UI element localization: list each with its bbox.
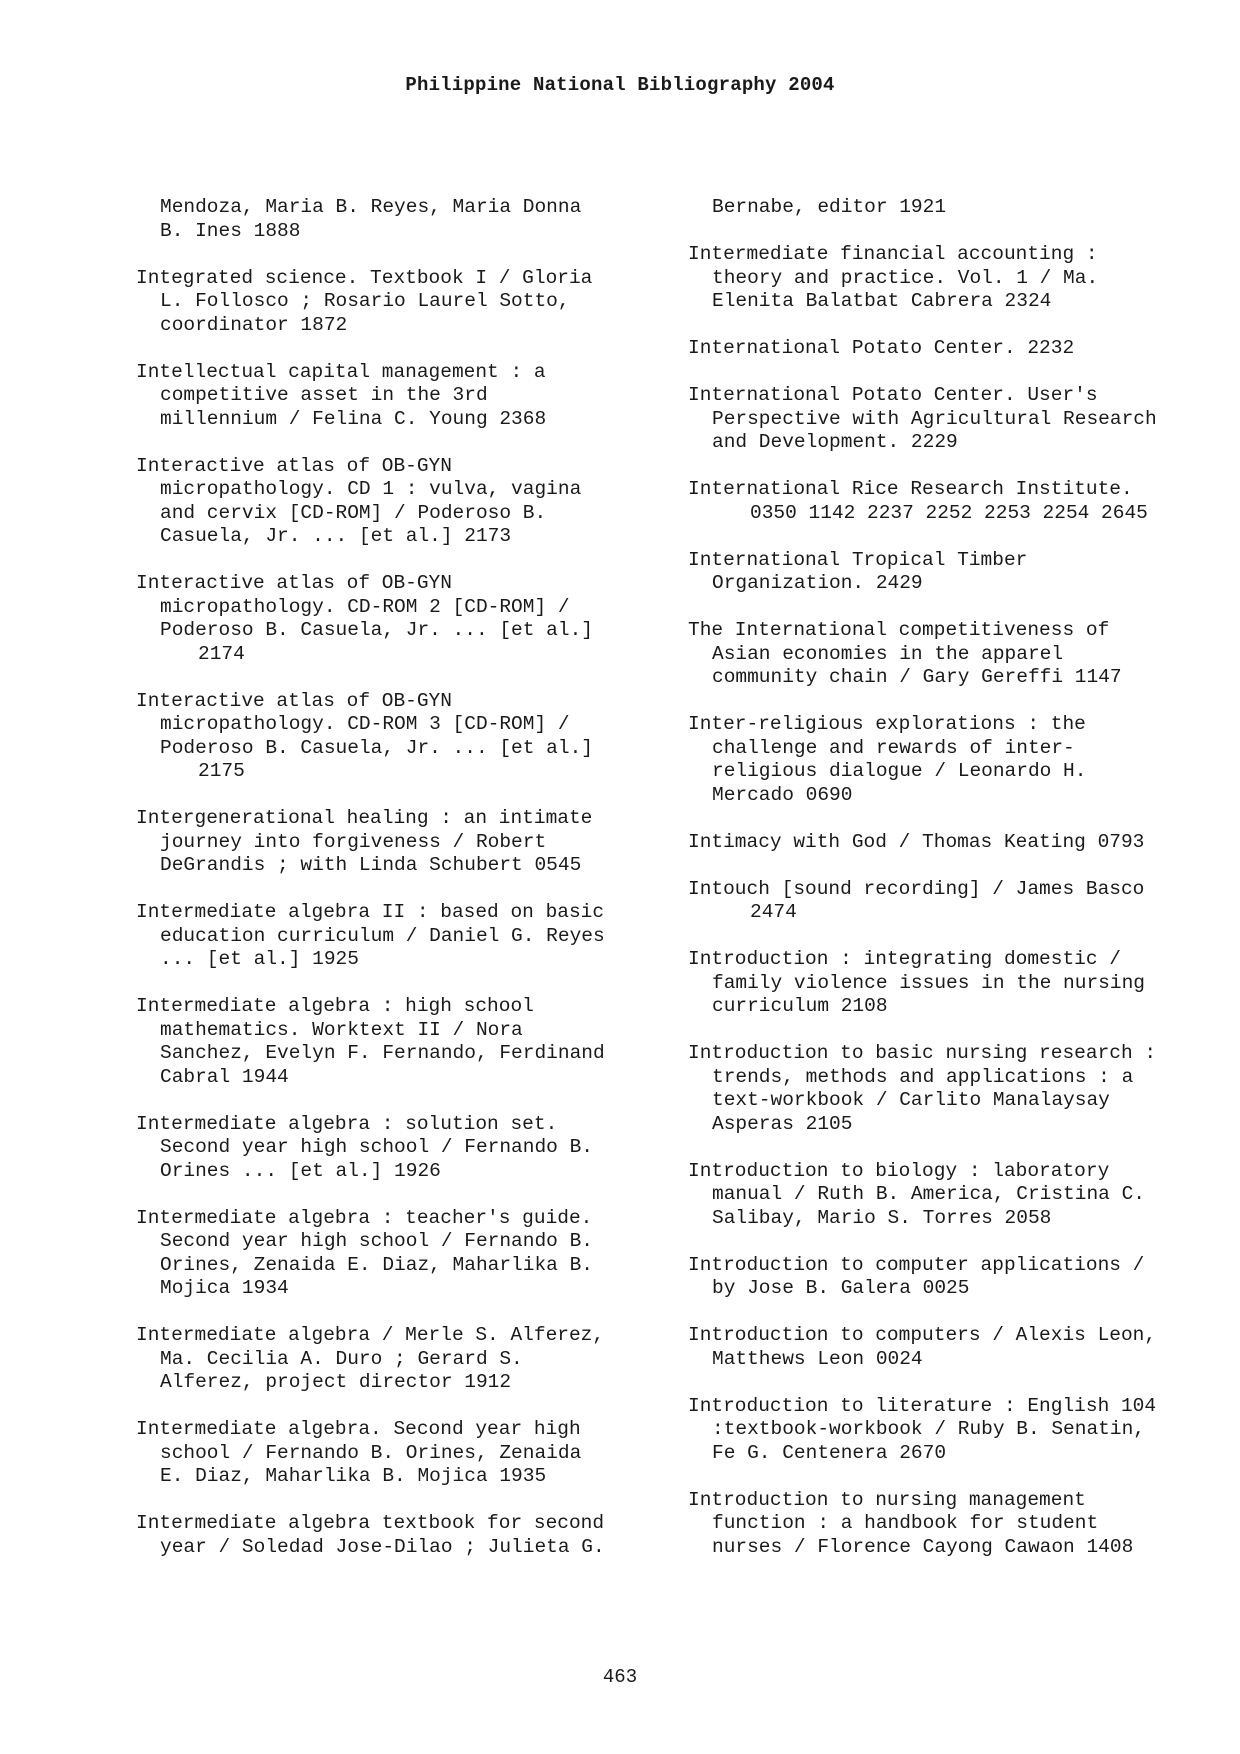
bibliography-entry	[136, 807, 656, 878]
bibliography-entry	[688, 196, 1218, 220]
entry-line: International Rice Research Institute.	[688, 478, 1133, 500]
entry-line: Poderoso B. Casuela, Jr. ... [et al.]	[160, 736, 593, 759]
bibliography-entry	[688, 1042, 1218, 1136]
entry-line: coordinator 1872	[160, 313, 348, 336]
entry-line: Intermediate financial accounting :	[688, 243, 1098, 265]
bibliography-entry	[688, 1395, 1218, 1466]
entry-line: community chain / Gary Gereffi 1147	[712, 666, 1122, 688]
entry-line: year / Soledad Jose-Dilao ; Julieta G.	[160, 1535, 605, 1558]
entry-line: Intellectual capital management : a	[136, 360, 546, 383]
entry-line: Elenita Balatbat Cabrera 2324	[712, 290, 1052, 312]
entry-line: Cabral 1944	[160, 1065, 289, 1088]
entry-line: Sanchez, Evelyn F. Fernando, Ferdinand	[160, 1042, 605, 1064]
entry-line: nurses / Florence Cayong Cawaon 1408	[712, 1535, 1134, 1558]
entry-line: Introduction to computers / Alexis Leon,	[688, 1324, 1157, 1346]
entry-line: Asperas 2105	[712, 1112, 853, 1135]
entry-line: Mendoza, Maria B. Reyes, Maria Donna	[160, 196, 582, 218]
entry-line: The International competitiveness of	[688, 619, 1110, 641]
entry-line: micropathology. CD-ROM 2 [CD-ROM] /	[160, 595, 570, 618]
entry-line: Perspective with Agricultural Research	[712, 407, 1157, 430]
bibliography-entry	[688, 243, 1218, 314]
entry-line: Mojica 1934	[160, 1277, 289, 1299]
bibliography-entry	[688, 948, 1218, 1019]
entry-line: Intimacy with God / Thomas Keating 0793	[688, 830, 1145, 853]
entry-line: curriculum 2108	[712, 995, 888, 1017]
bibliography-entry	[136, 1512, 656, 1559]
entry-line: Interactive atlas of OB-GYN	[136, 572, 452, 594]
entry-line: millennium / Felina C. Young 2368	[160, 407, 547, 430]
entry-line: Intergenerational healing : an intimate	[136, 807, 593, 829]
entry-line: Intermediate algebra II : based on basic	[136, 901, 605, 923]
entry-line: Matthews Leon 0024	[712, 1347, 923, 1370]
entry-line: ... [et al.] 1925	[160, 948, 359, 970]
entry-line: Introduction to nursing management	[688, 1488, 1086, 1511]
entry-line: Asian economies in the apparel	[712, 642, 1064, 665]
entry-line: Intouch [sound recording] / James Basco	[688, 877, 1145, 900]
entry-line: micropathology. CD-ROM 3 [CD-ROM] /	[160, 713, 570, 735]
bibliography-entry	[136, 196, 656, 243]
entry-line: Intermediate algebra / Merle S. Alferez,	[136, 1324, 605, 1346]
entry-line: 0350 1142 2237 2252 2253 2254 2645	[750, 501, 1148, 524]
bibliography-entry	[688, 1160, 1218, 1231]
entry-line: Salibay, Mario S. Torres 2058	[712, 1206, 1052, 1229]
entry-line: :textbook-workbook / Ruby B. Senatin,	[712, 1418, 1145, 1440]
entry-line: E. Diaz, Maharlika B. Mojica 1935	[160, 1465, 547, 1487]
entry-line: family violence issues in the nursing	[712, 971, 1145, 994]
entry-line: education curriculum / Daniel G. Reyes	[160, 924, 605, 947]
entry-line: Bernabe, editor 1921	[712, 196, 947, 218]
bibliography-entry	[136, 361, 656, 432]
entry-line: Fe G. Centenera 2670	[712, 1441, 947, 1464]
entry-line: challenge and rewards of inter-	[712, 736, 1075, 759]
bibliography-entry	[688, 337, 1218, 361]
bibliography-entry	[136, 572, 656, 666]
page-title: Philippine National Bibliography 2004	[405, 74, 835, 96]
bibliography-entry	[688, 619, 1218, 690]
entry-line: theory and practice. Vol. 1 / Ma.	[712, 266, 1099, 289]
bibliography-entry	[136, 690, 656, 784]
bibliography-entry	[136, 1207, 656, 1301]
entry-line: Intermediate algebra : solution set.	[136, 1112, 558, 1135]
entry-line: competitive asset in the 3rd	[160, 384, 488, 406]
bibliography-entry	[136, 1418, 656, 1489]
bibliography-entry	[688, 713, 1218, 807]
entry-line: school / Fernando B. Orines, Zenaida	[160, 1441, 582, 1464]
entry-line: religious dialogue / Leonardo H.	[712, 760, 1087, 782]
entry-line: Mercado 0690	[712, 783, 853, 806]
entry-line: 2174	[198, 642, 245, 665]
entry-line: Introduction to basic nursing research :	[688, 1042, 1157, 1064]
entry-line: DeGrandis ; with Linda Schubert 0545	[160, 854, 582, 876]
bibliography-entry	[688, 384, 1218, 455]
entry-line: 2175	[198, 760, 245, 782]
bibliography-entry	[136, 901, 656, 972]
entry-line: Interactive atlas of OB-GYN	[136, 689, 452, 712]
entry-line: function : a handbook for student	[712, 1512, 1099, 1534]
bibliography-entry	[136, 1113, 656, 1184]
entry-line: Second year high school / Fernando B.	[160, 1136, 593, 1158]
page-number: 463	[602, 1666, 638, 1688]
entry-line: Orines, Zenaida E. Diaz, Maharlika B.	[160, 1253, 593, 1276]
bibliography-entry	[688, 1254, 1218, 1301]
entry-line: 2474	[750, 901, 797, 923]
bibliography-entry	[688, 831, 1218, 855]
entry-line: Poderoso B. Casuela, Jr. ... [et al.]	[160, 619, 593, 641]
entry-line: text-workbook / Carlito Manalaysay	[712, 1089, 1110, 1111]
entry-line: Orines ... [et al.] 1926	[160, 1159, 441, 1182]
bibliography-entry	[688, 1489, 1218, 1560]
entry-line: Ma. Cecilia A. Duro ; Gerard S.	[160, 1347, 523, 1370]
entry-line: trends, methods and applications : a	[712, 1065, 1134, 1088]
entry-line: Intermediate algebra textbook for second	[136, 1512, 605, 1534]
entry-line: Organization. 2429	[712, 572, 923, 594]
bibliography-entry	[688, 1324, 1218, 1371]
entry-line: Alferez, project director 1912	[160, 1371, 512, 1393]
entry-line: and Development. 2229	[712, 431, 958, 453]
bibliography-entry	[136, 995, 656, 1089]
entry-line: International Potato Center. User's	[688, 384, 1098, 406]
entry-line: Interactive atlas of OB-GYN	[136, 454, 452, 477]
entry-line: Introduction to computer applications /	[688, 1253, 1145, 1276]
entry-line: Second year high school / Fernando B.	[160, 1230, 593, 1252]
entry-line: Inter-religious explorations : the	[688, 713, 1086, 735]
bibliography-entry	[688, 878, 1218, 925]
entry-line: Introduction to biology : laboratory	[688, 1159, 1110, 1182]
bibliography-entry	[136, 267, 656, 338]
entry-line: Introduction : integrating domestic /	[688, 948, 1121, 970]
entry-line: and cervix [CD-ROM] / Poderoso B.	[160, 501, 547, 524]
bibliography-entry	[136, 455, 656, 549]
left-column	[136, 196, 656, 1583]
entry-line: journey into forgiveness / Robert	[160, 830, 547, 853]
entry-line: B. Ines 1888	[160, 219, 301, 242]
bibliography-entry	[688, 478, 1218, 525]
entry-line: micropathology. CD 1 : vulva, vagina	[160, 478, 582, 500]
entry-line: manual / Ruth B. America, Cristina C.	[712, 1183, 1145, 1205]
entry-line: Intermediate algebra : teacher's guide.	[136, 1206, 593, 1229]
entry-line: Casuela, Jr. ... [et al.] 2173	[160, 525, 512, 547]
entry-line: mathematics. Worktext II / Nora	[160, 1018, 523, 1041]
bibliography-entry	[136, 1324, 656, 1395]
entry-line: L. Follosco ; Rosario Laurel Sotto,	[160, 290, 570, 312]
bibliography-entry	[688, 549, 1218, 596]
right-column	[688, 196, 1218, 1583]
entry-line: Intermediate algebra. Second year high	[136, 1418, 581, 1440]
entry-line: International Potato Center. 2232	[688, 337, 1075, 359]
entry-line: Introduction to literature : English 104	[688, 1394, 1157, 1417]
entry-line: by Jose B. Galera 0025	[712, 1277, 970, 1299]
entry-line: Integrated science. Textbook I / Gloria	[136, 266, 593, 289]
entry-line: International Tropical Timber	[688, 548, 1028, 571]
entry-line: Intermediate algebra : high school	[136, 995, 534, 1017]
